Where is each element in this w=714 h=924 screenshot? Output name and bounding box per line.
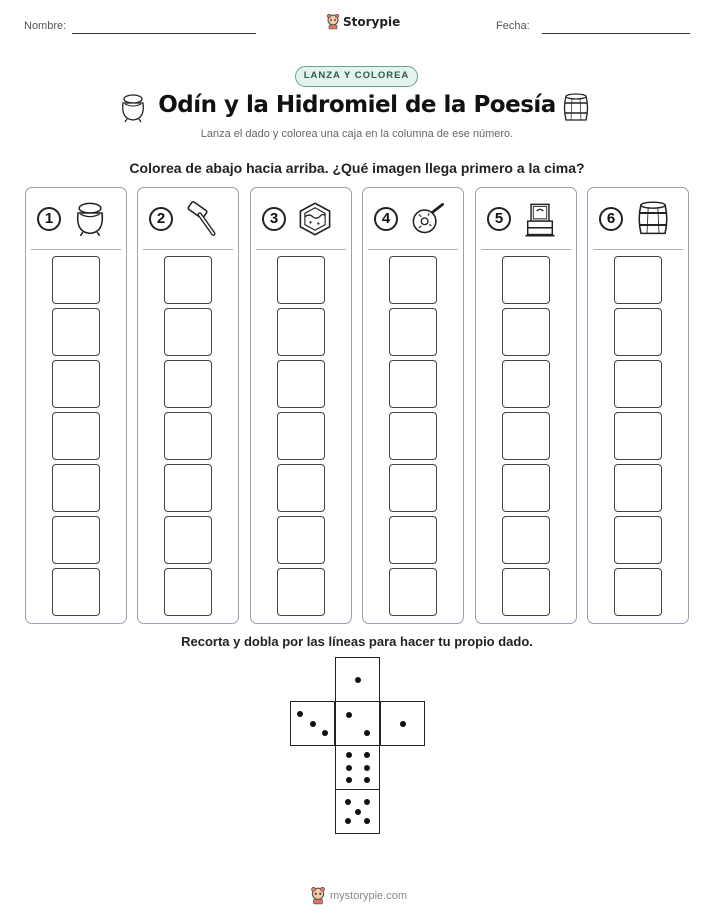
page-title: Odín y la Hidromiel de la Poesía [158,92,556,118]
die-pip [400,721,406,727]
column-number: 5 [487,207,511,231]
hammer-icon [185,201,219,242]
activity-badge: LANZA Y COLOREA [295,66,418,87]
name-label: Nombre: [24,20,67,32]
die-pip [355,677,361,683]
die-pip [297,711,303,717]
cut-instruction: Recorta y dobla por las líneas para hacer tu propio dado. [181,634,533,649]
color-box[interactable] [389,412,437,460]
color-box[interactable] [52,308,100,356]
color-box[interactable] [614,516,662,564]
die-face-center[interactable] [335,701,380,746]
color-box[interactable] [502,412,550,460]
date-line[interactable] [542,33,690,34]
subtitle: Lanza el dado y colorea una caja en la columna de ese número. [200,128,514,140]
die-pip [364,752,370,758]
color-box[interactable] [389,308,437,356]
color-box[interactable] [52,464,100,512]
color-box[interactable] [277,464,325,512]
color-box[interactable] [614,360,662,408]
column-number: 1 [37,207,61,231]
color-box[interactable] [614,464,662,512]
color-box[interactable] [164,516,212,564]
footer-url: mystorypie.com [330,890,408,902]
column-number: 4 [374,207,398,231]
color-box[interactable] [502,360,550,408]
die-pip [345,799,351,805]
column-4 [362,187,464,624]
die-face-left[interactable] [290,701,335,746]
barrel-icon [635,201,671,242]
color-box[interactable] [502,308,550,356]
storypie-mascot-icon [310,887,326,905]
die-face-top[interactable] [335,657,380,702]
die-face-lower[interactable] [335,745,380,790]
color-box[interactable] [277,360,325,408]
die-pip [364,818,370,824]
die-pip [346,712,352,718]
column-number: 2 [149,207,173,231]
die-pip [346,765,352,771]
color-box[interactable] [164,256,212,304]
color-box[interactable] [52,256,100,304]
die-pip [346,777,352,783]
brand-logo [326,14,400,30]
color-box[interactable] [502,464,550,512]
die-pip [345,818,351,824]
die-pip [364,777,370,783]
storypie-mascot-icon [326,14,340,30]
column-5 [475,187,577,624]
die-pip [310,721,316,727]
throne-icon [523,201,557,244]
color-box[interactable] [277,412,325,460]
column-divider [31,249,121,250]
die-pip [364,765,370,771]
column-3 [250,187,352,624]
die-face-right[interactable] [380,701,425,746]
name-line[interactable] [72,33,256,34]
color-box[interactable] [614,568,662,616]
color-box[interactable] [502,516,550,564]
color-box[interactable] [52,360,100,408]
column-divider [593,249,683,250]
column-divider [481,249,571,250]
column-divider [143,249,233,250]
color-box[interactable] [389,360,437,408]
footer [310,887,407,905]
die-pip [322,730,328,736]
column-number: 3 [262,207,286,231]
cauldron-icon [73,201,107,242]
die-pip [364,799,370,805]
color-box[interactable] [502,568,550,616]
column-1 [25,187,127,624]
column-6 [587,187,689,624]
instruction-text: Colorea de abajo hacia arriba. ¿Qué imagen llega primero a la cima? [129,160,585,176]
color-box[interactable] [389,568,437,616]
mead-hexagon-icon [298,201,332,242]
die-pip [355,809,361,815]
column-2 [137,187,239,624]
color-box[interactable] [389,464,437,512]
color-box[interactable] [614,308,662,356]
color-box[interactable] [52,412,100,460]
column-divider [368,249,458,250]
color-box[interactable] [614,412,662,460]
color-box[interactable] [164,360,212,408]
color-box[interactable] [52,568,100,616]
die-pip [346,752,352,758]
millstone-icon [410,201,446,242]
column-divider [256,249,346,250]
barrel-icon [561,93,591,128]
color-box[interactable] [277,256,325,304]
color-box[interactable] [164,412,212,460]
color-box[interactable] [614,256,662,304]
color-box[interactable] [389,516,437,564]
column-number: 6 [599,207,623,231]
color-box[interactable] [164,308,212,356]
die-pip [364,730,370,736]
color-box[interactable] [277,308,325,356]
color-box[interactable] [389,256,437,304]
color-box[interactable] [502,256,550,304]
color-box[interactable] [277,568,325,616]
die-face-bottom[interactable] [335,789,380,834]
color-box[interactable] [277,516,325,564]
date-label: Fecha: [496,20,530,32]
brand-name: Storypie [343,15,401,29]
color-box[interactable] [164,568,212,616]
color-box[interactable] [164,464,212,512]
color-box[interactable] [52,516,100,564]
